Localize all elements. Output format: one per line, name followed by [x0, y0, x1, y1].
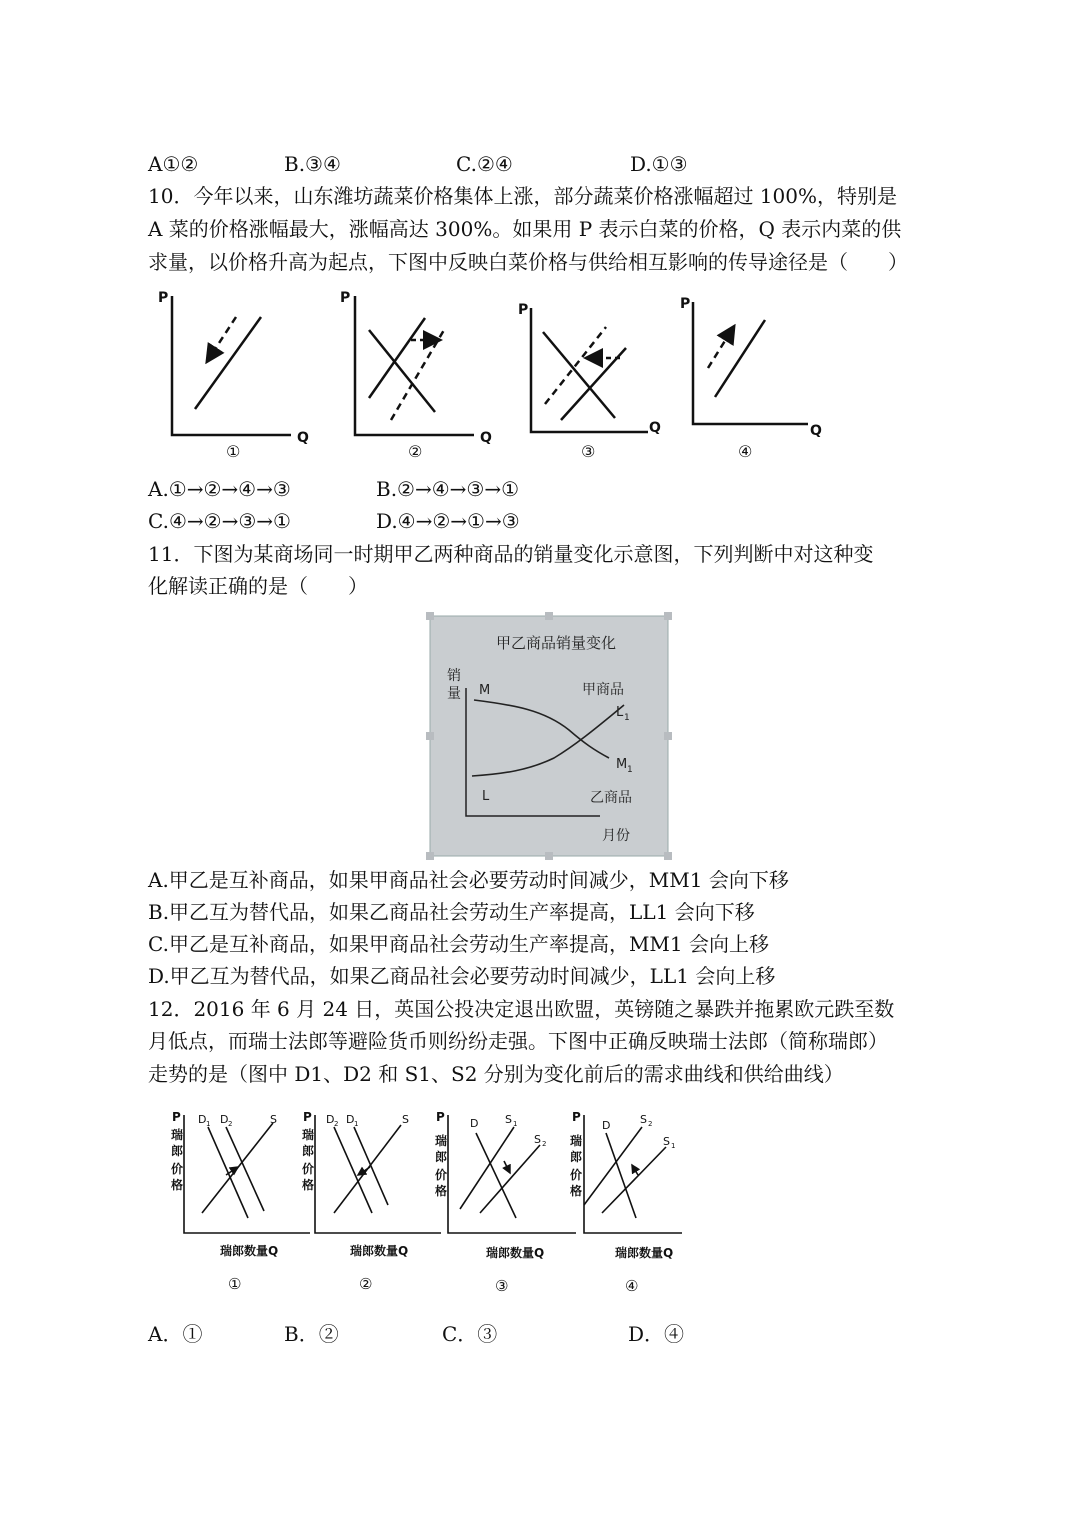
q12-panel4-s1 — [602, 1147, 666, 1213]
q12-panel4-s1-label: S — [663, 1135, 670, 1148]
q10-panel3-dashed — [545, 327, 606, 404]
q10-option-d: D.④→②→①→③ — [376, 509, 520, 533]
q11-chart — [424, 610, 674, 862]
q12-option-d: D．④ — [628, 1322, 685, 1346]
q11-chart-ylabel-1: 销 — [447, 668, 461, 684]
q10-panel2-label: ② — [408, 442, 423, 461]
q11-stem-line-2: 化解读正确的是（ ） — [148, 574, 368, 598]
q12-panel1-d1 — [208, 1127, 248, 1218]
q10-panel1-q: Q — [297, 430, 309, 446]
q12-panel3-arrow — [504, 1161, 510, 1173]
q9-option-c: C.②④ — [456, 152, 513, 176]
q12-panel2-label: ② — [359, 1275, 373, 1293]
q11-chart-l-start: L — [482, 789, 490, 804]
svg-text:格: 格 — [435, 1184, 448, 1198]
q9-option-b: B.③④ — [284, 152, 341, 176]
q12-panel2-s-label: S — [402, 1113, 409, 1126]
svg-text:郎: 郎 — [570, 1150, 583, 1164]
q12-panel1-s-label: S — [270, 1113, 277, 1126]
q12-panel4-label: ④ — [625, 1277, 639, 1295]
q12-panel1-d2-sub: 2 — [228, 1120, 233, 1128]
svg-text:价: 价 — [302, 1162, 315, 1176]
q12-panel4-s1-sub: 1 — [671, 1142, 676, 1150]
q12-panel3-xlabel: 瑞郎数量Q — [486, 1246, 545, 1260]
q12-panel2-axes — [315, 1115, 441, 1233]
q12-panel3-p: P — [436, 1110, 445, 1124]
q11-chart-m-end-sub: 1 — [627, 765, 633, 775]
q10-panel3-q: Q — [649, 420, 661, 436]
q12-panel1-p: P — [172, 1110, 181, 1124]
q11-chart-m-start: M — [479, 683, 491, 698]
q10-panel3-axes — [531, 308, 648, 432]
q12-panel2-d2-label: D — [326, 1113, 335, 1126]
q10-panel3-label: ③ — [581, 442, 596, 461]
q12-panel1-d1-label: D — [198, 1113, 207, 1126]
q12-panel4-arrow — [632, 1165, 638, 1175]
q12-panel2-d2-sub: 2 — [334, 1120, 339, 1128]
q11-chart-title: 甲乙商品销量变化 — [495, 634, 617, 652]
q10-panel1-label: ① — [226, 442, 241, 461]
q12-panel4-s2-label: S — [640, 1113, 647, 1126]
q12-panel3-s2-sub: 2 — [542, 1140, 547, 1148]
q10-panel2-dashed — [391, 330, 444, 420]
svg-text:格: 格 — [570, 1184, 583, 1198]
q12-panel2-p: P — [303, 1110, 312, 1124]
q10-panel2-line-up — [369, 318, 425, 398]
q11-chart-xlabel: 月份 — [602, 828, 630, 844]
q10-panel4-p: P — [680, 296, 691, 312]
q12-panel3-label: ③ — [495, 1277, 509, 1295]
q10-panel2-p: P — [340, 290, 351, 306]
q12-panel3-s2-label: S — [534, 1133, 541, 1146]
q10-panel4-line — [715, 320, 765, 397]
svg-text:郎: 郎 — [171, 1144, 184, 1158]
q12-figure — [160, 1105, 700, 1305]
q12-stem-line-3: 走势的是（图中 D1、D2 和 S1、S2 分别为变化前后的需求曲线和供给曲线） — [148, 1062, 844, 1086]
q12-panel4-axes — [584, 1115, 682, 1233]
svg-text:价: 价 — [570, 1168, 583, 1182]
q10-panel4-q: Q — [810, 423, 822, 439]
q10-stem-line-3: 求量，以价格升高为起点，下图中反映白菜价格与供给相互影响的传导途径是（ ） — [148, 250, 908, 274]
q11-chart-l-end: L — [616, 705, 624, 720]
q10-panel4-label: ④ — [738, 442, 753, 461]
q10-option-a: A.①→②→④→③ — [148, 477, 291, 501]
q12-panel3-s2 — [480, 1145, 540, 1213]
q11-option-b: B.甲乙互为替代品，如果乙商品社会劳动生产率提高，LL1 会向下移 — [148, 900, 755, 924]
svg-text:郎: 郎 — [302, 1144, 315, 1158]
q12-stem-line-1: 12．2016 年 6 月 24 日，英国公投决定退出欧盟，英镑随之暴跌并拖累欧元跌至数 — [148, 997, 895, 1021]
q12-stem-line-2: 月低点，而瑞士法郎等避险货币则纷纷走强。下图中正确反映瑞士法郎（简称瑞郎） — [148, 1029, 888, 1053]
q12-option-b: B．② — [284, 1322, 339, 1346]
q11-stem-line-1: 11．下图为某商场同一时期甲乙两种商品的销量变化示意图，下列判断中对这种变 — [148, 542, 874, 566]
q12-panel2-d1 — [354, 1127, 388, 1205]
q10-panel4-dashed — [708, 328, 733, 368]
q10-panel2-line-down — [369, 330, 435, 412]
q11-chart-l-end-sub: 1 — [624, 713, 630, 723]
svg-text:瑞: 瑞 — [570, 1134, 583, 1148]
q12-panel4-d-label: D — [602, 1119, 611, 1132]
q12-panel1-d1-sub: 1 — [206, 1120, 211, 1128]
q9-option-d: D.①③ — [630, 152, 688, 176]
q12-panel3-axes — [448, 1115, 576, 1233]
q12-panel1-d2 — [226, 1127, 264, 1211]
q12-panel3-d-label: D — [470, 1117, 479, 1130]
q10-option-b: B.②→④→③→① — [376, 477, 520, 501]
q12-panel3-s1-label: S — [505, 1113, 512, 1126]
q11-chart-series-b: 乙商品 — [590, 790, 632, 806]
q10-panel1-dashed — [208, 317, 236, 360]
q10-panel1-axes — [172, 296, 291, 435]
q9-option-a: A①② — [148, 152, 199, 176]
q11-chart-m-end: M — [616, 757, 628, 772]
q12-panel1-label: ① — [228, 1275, 242, 1293]
svg-text:瑞: 瑞 — [302, 1128, 315, 1142]
q10-option-c: C.④→②→③→① — [148, 509, 291, 533]
q12-panel2-xlabel: 瑞郎数量Q — [350, 1244, 409, 1258]
q12-option-c: C．③ — [442, 1322, 498, 1346]
svg-text:郎: 郎 — [435, 1150, 448, 1164]
svg-text:格: 格 — [171, 1178, 184, 1192]
q11-option-d: D.甲乙互为替代品，如果乙商品社会必要劳动时间减少，LL1 会向上移 — [148, 964, 776, 988]
q10-panel3-line-down — [543, 332, 615, 418]
q11-option-c: C.甲乙是互补商品，如果甲商品社会劳动生产率提高，MM1 会向上移 — [148, 932, 769, 956]
q10-panel3-p: P — [518, 302, 529, 318]
q11-chart-series-a: 甲商品 — [582, 682, 624, 698]
q10-panel1-p: P — [158, 290, 169, 306]
svg-text:瑞: 瑞 — [435, 1134, 448, 1148]
svg-text:格: 格 — [302, 1178, 315, 1192]
q11-option-a: A.甲乙是互补商品，如果甲商品社会必要劳动时间减少，MM1 会向下移 — [148, 868, 789, 892]
q12-panel2-ylabel — [302, 1127, 314, 1192]
svg-text:瑞: 瑞 — [171, 1128, 184, 1142]
q12-panel4-xlabel: 瑞郎数量Q — [615, 1246, 674, 1260]
svg-text:价: 价 — [435, 1168, 448, 1182]
q12-panel4-p: P — [572, 1110, 581, 1124]
q12-panel1-ylabel — [171, 1127, 183, 1192]
q12-panel3-ylabel — [435, 1133, 447, 1198]
q10-figure — [148, 282, 848, 467]
svg-text:价: 价 — [171, 1162, 184, 1176]
q12-panel2-d1-label: D — [346, 1113, 355, 1126]
q12-panel4-s2-sub: 2 — [648, 1120, 653, 1128]
q12-panel1-xlabel: 瑞郎数量Q — [220, 1244, 279, 1258]
q12-option-a: A．① — [148, 1322, 203, 1346]
q10-stem-line-1: 10．今年以来，山东潍坊蔬菜价格集体上涨，部分蔬菜价格涨幅超过 100%，特别是 — [148, 184, 897, 208]
q12-panel1-d2-label: D — [220, 1113, 229, 1126]
q10-panel2-axes — [355, 296, 474, 435]
q12-panel3-s1-sub: 1 — [513, 1120, 518, 1128]
q11-chart-ylabel-2: 量 — [447, 686, 461, 702]
q10-stem-line-2: A 菜的价格涨幅最大，涨幅高达 300%。如果用 P 表示白菜的价格，Q 表示内菜的供 — [148, 217, 902, 241]
q12-panel4-ylabel — [570, 1133, 582, 1198]
q10-panel2-q: Q — [480, 430, 492, 446]
q12-panel2-d1-sub: 1 — [354, 1120, 359, 1128]
